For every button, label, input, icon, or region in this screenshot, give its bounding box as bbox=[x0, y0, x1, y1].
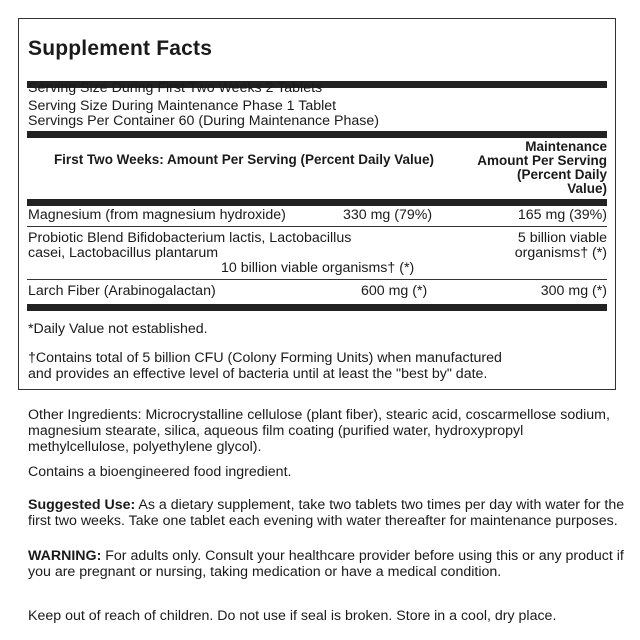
other-ingredients-text: Other Ingredients: Microcrystalline cellulose (plant fiber), stearic acid, coscarmellose sodium, magnesium stearate, silica, aqueous film coating (purified water, hydroxypropyl methylcellulose, polyethylene glycol). bbox=[28, 407, 610, 455]
thick-divider bbox=[27, 304, 607, 311]
cfu-footnote-line2: and provides an effective level of bacteria until at least the "best by" date. bbox=[28, 366, 488, 382]
warning-label: WARNING: bbox=[28, 548, 102, 564]
maintenance-amount-probiotic-line2: organisms† (*) bbox=[514, 245, 607, 261]
serving-size-first-weeks: Serving Size During First Two Weeks 2 Tablets bbox=[28, 80, 323, 96]
suggested-use-text: As a dietary supplement, take two tablets two times per day with water for the first two weeks. Take one tablet each evening with water thereafter for maintenance purposes. bbox=[28, 497, 625, 529]
cfu-footnote-line1: †Contains total of 5 billion CFU (Colony Forming Units) when manufactured bbox=[28, 350, 502, 366]
storage-note: Keep out of reach of children. Do not use if seal is broken. Store in a cool, dry place. bbox=[28, 608, 557, 624]
suggested-use-label: Suggested Use: bbox=[28, 497, 136, 513]
supplement-facts-panel bbox=[18, 18, 616, 390]
row-divider bbox=[27, 279, 607, 280]
nutrient-name-probiotic-line1: Probiotic Blend Bifidobacterium lactis, Lactobacillus bbox=[28, 230, 352, 246]
serving-size-maintenance: Serving Size During Maintenance Phase 1 Tablet bbox=[28, 98, 337, 114]
header-maintenance: Maintenance Amount Per Serving (Percent Daily Value) bbox=[477, 139, 607, 196]
maintenance-amount-probiotic-line1: 5 billion viable bbox=[517, 230, 607, 246]
row-divider bbox=[27, 226, 607, 227]
maintenance-amount-larch-fiber: 300 mg (*) bbox=[540, 283, 607, 299]
nutrient-name-probiotic-line2: casei, Lactobacillus plantarum bbox=[28, 245, 219, 261]
nutrient-name-magnesium: Magnesium (from magnesium hydroxide) bbox=[28, 207, 286, 223]
suggested-use-paragraph bbox=[28, 497, 628, 529]
servings-per-container: Servings Per Container 60 (During Maintenance Phase) bbox=[28, 113, 379, 129]
thick-divider bbox=[27, 131, 607, 138]
bioengineered-note: Contains a bioengineered food ingredient. bbox=[28, 464, 292, 480]
maintenance-amount-magnesium: 165 mg (39%) bbox=[517, 207, 607, 223]
nutrient-name-larch-fiber: Larch Fiber (Arabinogalactan) bbox=[28, 283, 216, 299]
first-amount-probiotic: 10 billion viable organisms† (*) bbox=[221, 260, 415, 276]
warning-paragraph bbox=[28, 548, 628, 580]
warning-text: For adults only. Consult your healthcare provider before using this or any product if you are pregnant or nursing, taking medication or have a medical condition. bbox=[28, 548, 624, 580]
supplement-facts-title: Supplement Facts bbox=[28, 37, 213, 60]
daily-value-footnote: *Daily Value not established. bbox=[28, 321, 208, 337]
first-amount-magnesium: 330 mg (79%) bbox=[343, 207, 433, 223]
header-first-two-weeks: First Two Weeks: Amount Per Serving (Percent Daily Value) bbox=[53, 152, 435, 167]
first-amount-larch-fiber: 600 mg (*) bbox=[361, 283, 428, 299]
thick-divider bbox=[27, 199, 607, 206]
